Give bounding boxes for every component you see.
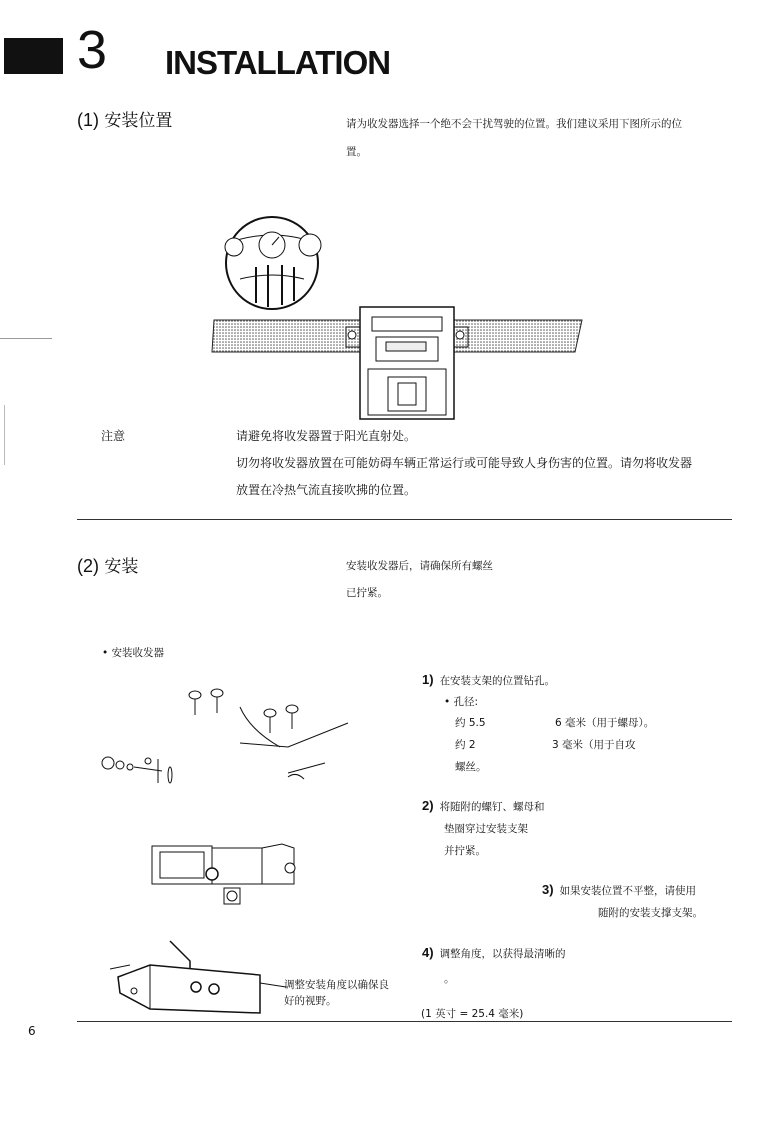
- section-1-number: (1): [77, 110, 99, 130]
- sub-bullet-dot: •: [444, 696, 451, 708]
- hole-size-1-right: 6 毫米（用于螺母）。: [555, 717, 655, 729]
- dashboard-installation-figure: [210, 215, 590, 425]
- step-3: [542, 882, 696, 899]
- step-2: [422, 798, 545, 815]
- section-2-intro-line-2: 已拧紧。: [346, 587, 388, 599]
- step-2-line-3: 并拧紧。: [444, 845, 486, 857]
- chapter-marker-bar: [4, 38, 63, 74]
- hole-size-1-left: 约 5.5: [455, 717, 486, 729]
- section-1-intro-line-1: 请为收发器选择一个绝不会干扰驾驶的位置。我们建议采用下图所示的位: [346, 118, 682, 130]
- section-2-intro-line-1: 安装收发器后，请确保所有螺丝: [346, 560, 493, 572]
- margin-mark: [0, 338, 52, 339]
- note-line-3: 放置在冷热气流直接吹拂的位置。: [236, 483, 417, 497]
- chapter-number: 3: [77, 20, 108, 80]
- bullet-dot: •: [102, 647, 109, 659]
- step-1-sub-bullet: [444, 694, 478, 710]
- bullet-text: 安装收发器: [111, 647, 165, 659]
- bullet-install-transceiver: [102, 645, 164, 661]
- sub-bullet-text: 孔径:: [453, 696, 479, 708]
- step-3-line-2: 随附的安装支撑支架。: [598, 907, 703, 919]
- step-4-line-1: 调整角度，以获得最清晰的: [439, 948, 566, 960]
- step-2-number: 2): [422, 798, 434, 813]
- chapter-title: INSTALLATION: [165, 44, 391, 81]
- section-1-intro-line-2: 置。: [346, 146, 367, 158]
- hole-size-2-right: 3 毫米（用于自攻: [552, 739, 636, 751]
- step-3-line-1: 如果安装位置不平整，请使用: [559, 885, 697, 897]
- note-line-1: 请避免将收发器置于阳光直射处。: [236, 429, 417, 443]
- note-label: 注意: [101, 429, 126, 443]
- step-1-number: 1): [422, 672, 434, 687]
- page-number: 6: [28, 1024, 36, 1038]
- angle-adjust-figure: [110, 935, 290, 1025]
- screws-bracket-figure: [100, 685, 355, 790]
- section-divider: [77, 519, 732, 520]
- step-3-number: 3): [542, 882, 554, 897]
- step-4-number: 4): [422, 945, 434, 960]
- section-2-number: (2): [77, 556, 99, 576]
- section-2-title: 安装: [104, 557, 139, 577]
- section-2-heading: [77, 555, 138, 578]
- footer-rule: [77, 1021, 732, 1022]
- step-2-line-2: 垫圈穿过安装支架: [444, 823, 528, 835]
- step-1: [422, 672, 555, 689]
- figure-caption-line-1: 调整安装角度以确保良: [284, 979, 389, 991]
- section-1-heading: [77, 109, 172, 132]
- step-1-text: 在安装支架的位置钻孔。: [439, 675, 556, 687]
- margin-mark: [4, 405, 5, 465]
- hole-size-2-cont: 螺丝。: [455, 761, 487, 773]
- note-line-2: 切勿将收发器放置在可能妨碍车辆正常运行或可能导致人身伤害的位置。请勿将收发器: [236, 456, 693, 470]
- section-1-title: 安装位置: [104, 111, 173, 131]
- unit-footnote: (1 英寸 = 25.4 毫米): [421, 1008, 524, 1020]
- transceiver-front-figure: [150, 842, 300, 907]
- hole-size-2-left: 约 2: [455, 739, 476, 751]
- step-2-line-1: 将随附的螺钉、螺母和: [439, 801, 545, 813]
- figure-caption-line-2: 好的视野。: [284, 995, 337, 1007]
- step-4-line-2: 。: [444, 973, 455, 985]
- step-4: [422, 945, 566, 962]
